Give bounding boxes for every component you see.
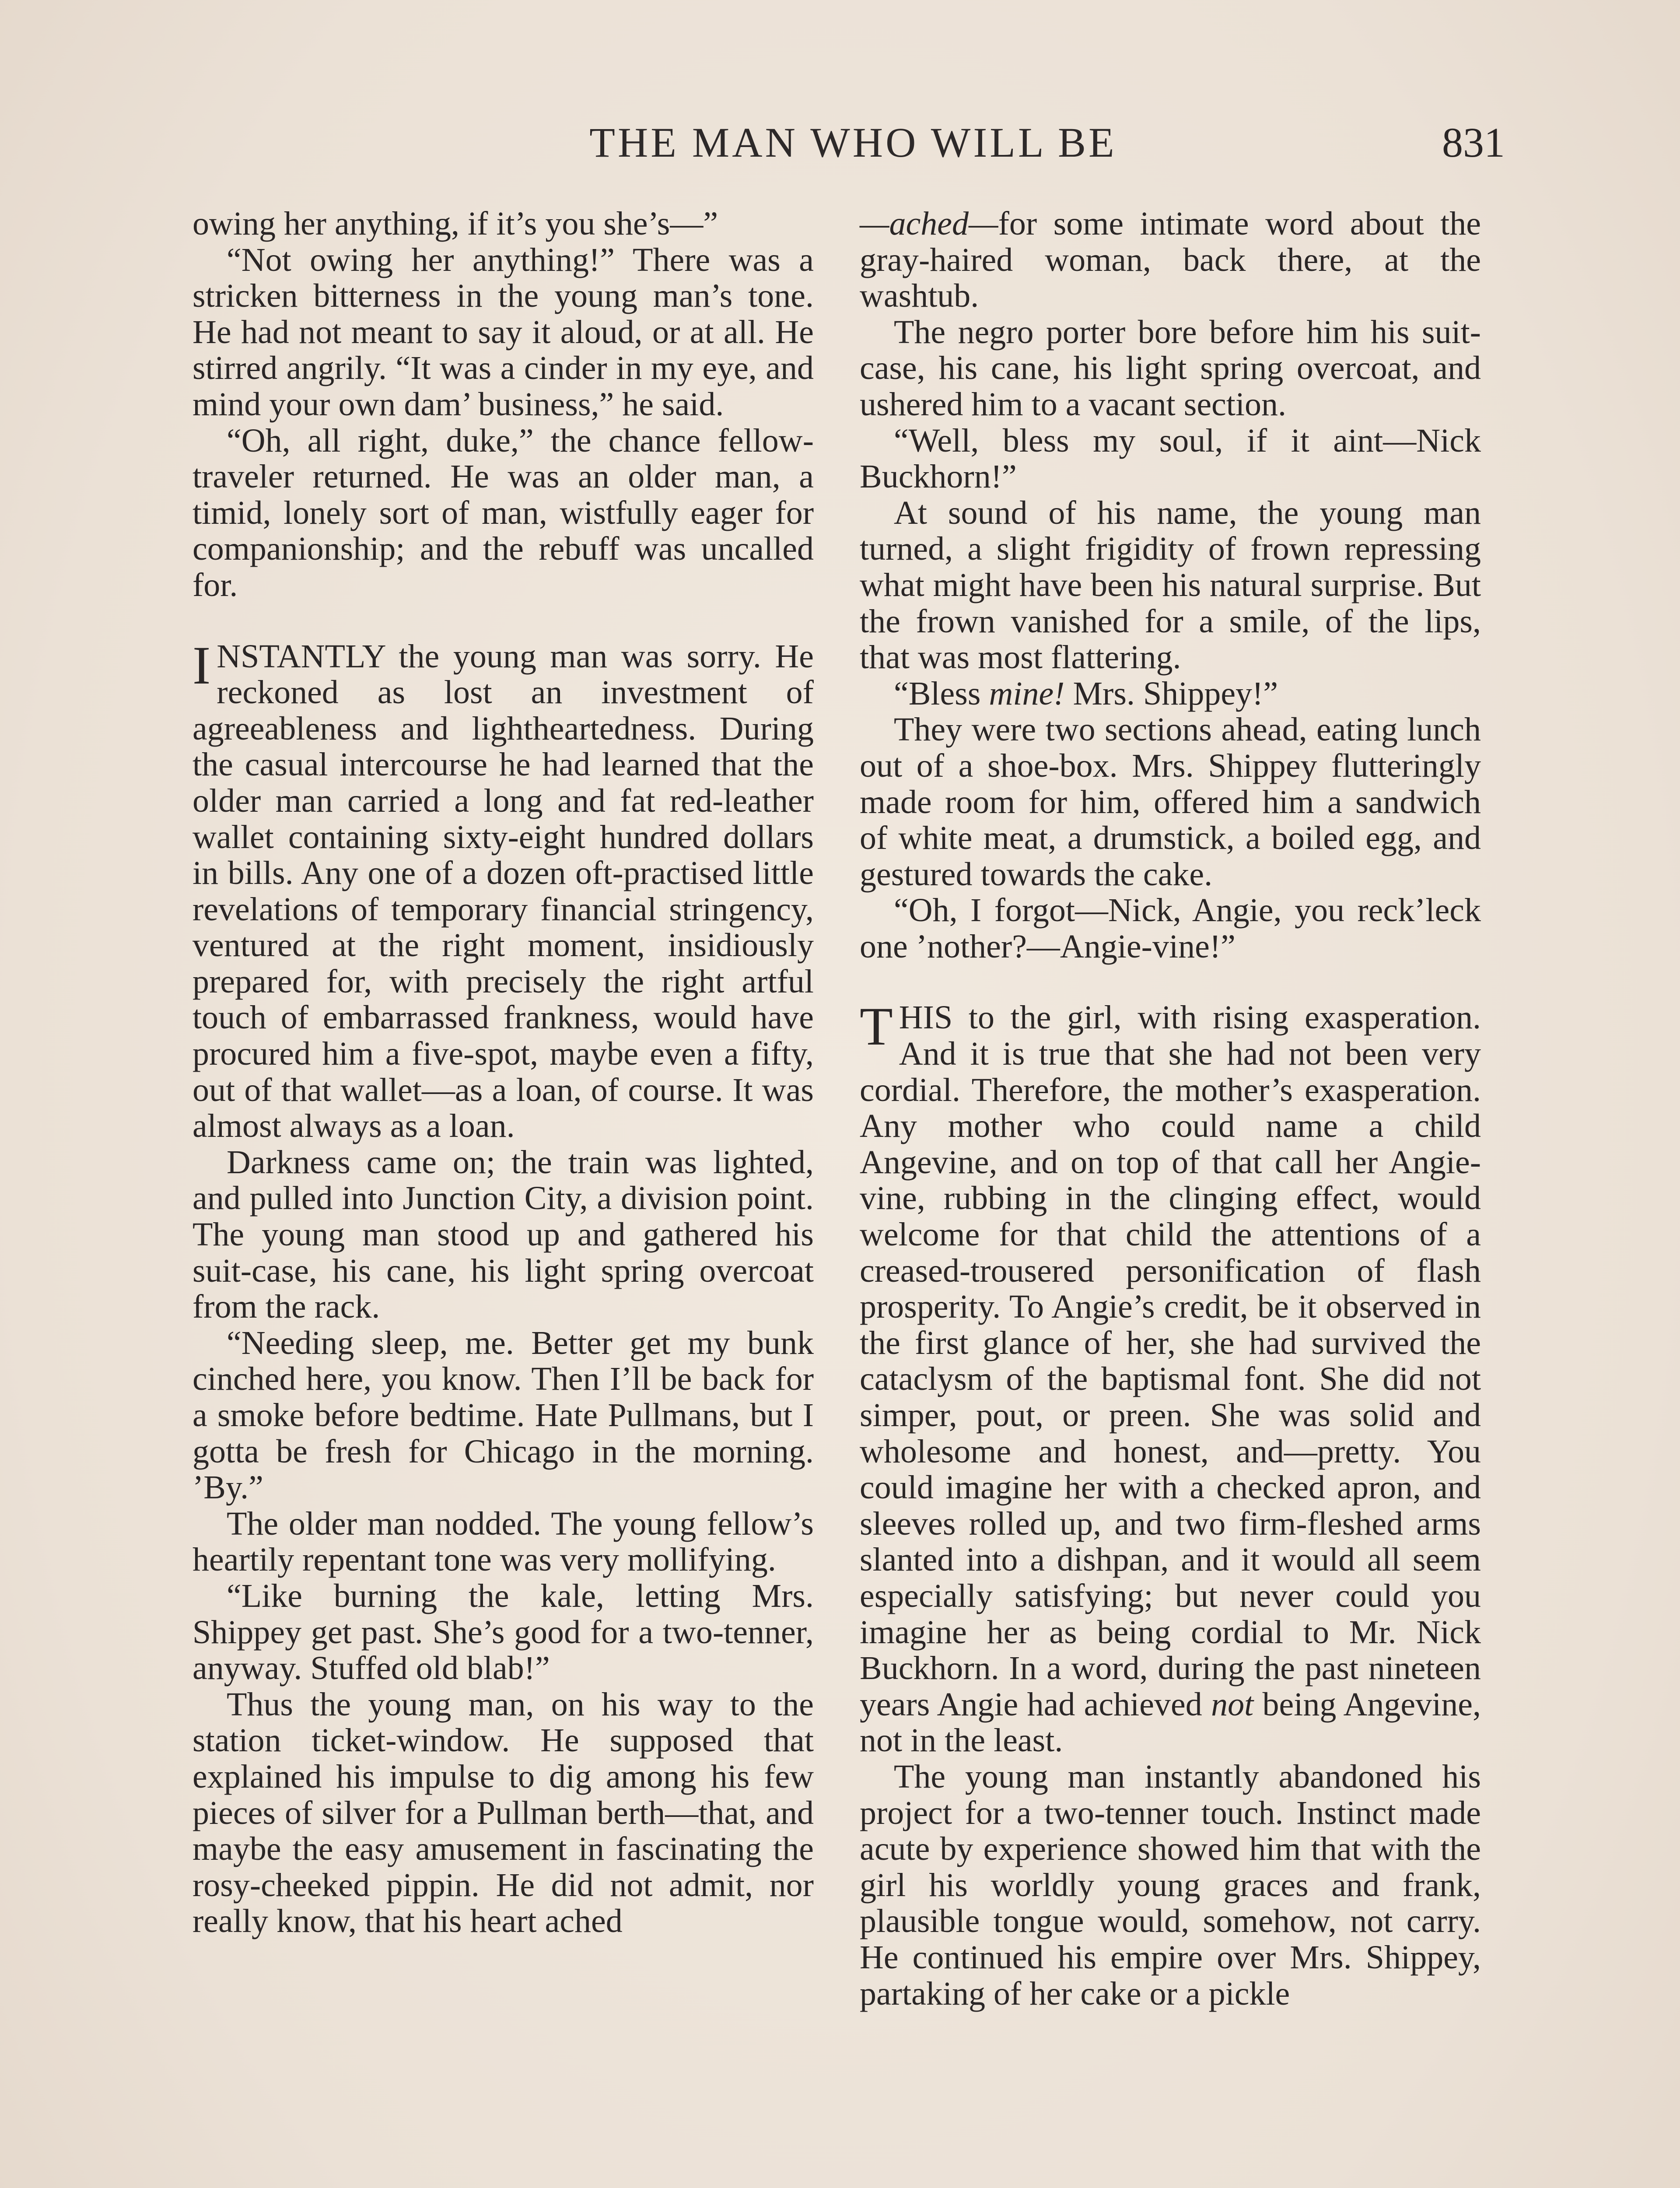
paragraph: Darkness came on; the train was lighted, and pulled into Junction City, a division point. The young man stood up and gathered his suit-case, his cane, his light spring overcoat from the rack. — [192, 1143, 814, 1325]
paragraph-text: being Angevine, not in the least. — [860, 1686, 1481, 1759]
paragraph: The young man instantly abandoned his project for a two-tenner touch. Instinct made acute by experience showed him that with the girl his worldly young graces and frank, plausible tongue would, somehow, not carry. He continued his empire over Mrs. Shippey, partaking of her cake or a pickle — [860, 1758, 1481, 2012]
paragraph — [860, 676, 1481, 712]
paragraph-text: HIS to the girl, with rising exasperation. And it is true that she had not been very cordial. Therefore, the mother’s exasperation. Any mother who could name a child Angevine, and on top of that call her Angie-vine, rubbing in the clinging effect, would welcome for that child the attentions of a creased-trousered personification of flash prosperity. To Angie’s credit, be it observed in the first glance of her, she had survived the cataclysm of the baptismal font. She did not simper, pout, or preen. She was solid and wholesome and honest, and—pretty. You could imagine her with a checked apron, and sleeves rolled up, and two firm-fleshed arms slanted into a dishpan, and it would all seem especially satisfying; but never could you imagine her as being cordial to Mr. Nick Buckhorn. In a word, during the past nineteen years Angie had achieved — [860, 999, 1481, 1723]
drop-cap: T — [860, 996, 893, 1057]
paragraph-with-dropcap — [860, 996, 1481, 1759]
paragraph: “Oh, I forgot—Nick, Angie, you reck’leck one ’nother?—Angie-vine!” — [860, 892, 1481, 965]
right-column — [860, 206, 1481, 2012]
paragraph-text: NSTANTLY the young man was sorry. He reckoned as lost an investment of agreeableness and lightheartedness. During the casual intercourse he had learned that the older man carried a long and fat red-leather wallet containing sixty-eight hundred dollars in bills. Any one of a dozen oft-practised little revelations of temporary financial stringency, ventured at the right moment, insidiously prepared for, with precisely the right artful touch of embarrassed frankness, would have procured him a five-spot, maybe even a fifty, out of that wallet—as a loan, of course. It was almost always as a loan. — [192, 638, 814, 1145]
running-header-title: THE MAN WHO WILL BE — [589, 119, 1117, 166]
italic-text: not — [1211, 1686, 1254, 1723]
drop-cap: I — [192, 635, 211, 695]
paragraph: The negro porter bore before him his suit-case, his cane, his light spring overcoat, and ushered him to a vacant section. — [860, 313, 1481, 423]
page-number: 831 — [1442, 119, 1505, 166]
paragraph: At sound of his name, the young man turned, a slight frigidity of frown repressing what might have been his natural surprise. But the frown vanished for a smile, of the lips, that was most flattering. — [860, 494, 1481, 676]
italic-text: —ached— — [860, 205, 998, 242]
paragraph-text: Mrs. Shippey!” — [1064, 675, 1278, 712]
paragraph — [860, 206, 1481, 314]
paragraph: “Not owing her anything!” There was a stricken bitterness in the young man’s tone. He had not meant to say it aloud, or at all. He stirred angrily. “It was a cinder in my eye, and mind your own dam’ business,” he said. — [192, 241, 814, 423]
italic-text: mine! — [989, 675, 1065, 712]
paragraph: The older man nodded. The young fellow’s heartily repentant tone was very mollifying. — [192, 1505, 814, 1578]
paragraph-text: “Bless — [894, 675, 989, 712]
paragraph: owing her anything, if it’s you she’s—” — [192, 205, 718, 242]
paragraph: “Well, bless my soul, if it aint—Nick Buckhorn!” — [860, 422, 1481, 495]
paragraph: “Needing sleep, me. Better get my bunk cinched here, you know. Then I’ll be back for a smoke before bedtime. Hate Pullmans, but I gotta be fresh for Chicago in the morning. ’By.” — [192, 1324, 814, 1506]
paragraph: “Oh, all right, duke,” the chance fellow-traveler returned. He was an older man, a timid, lonely sort of man, wistfully eager for companionship; and the rebuff was uncalled for. — [192, 422, 814, 603]
paragraph-with-dropcap — [192, 635, 814, 1145]
paragraph: Thus the young man, on his way to the station ticket-window. He supposed that explained his impulse to dig among his few pieces of silver for a Pullman berth—that, and maybe the easy amusement in fascinating the rosy-cheeked pippin. He did not admit, nor really know, that his heart ached — [192, 1686, 814, 1940]
paragraph: They were two sections ahead, eating lunch out of a shoe-box. Mrs. Shippey flutteringly made room for him, offered him a sandwich of white meat, a drumstick, a boiled egg, and gestured towards the cake. — [860, 711, 1481, 893]
paragraph-text: for some intimate word about the gray-haired woman, back there, at the washtub. — [860, 205, 1481, 315]
paragraph: “Like burning the kale, letting Mrs. Shippey get past. She’s good for a two-tenner, anyway. Stuffed old blab!” — [192, 1577, 814, 1687]
left-column — [192, 206, 814, 1939]
